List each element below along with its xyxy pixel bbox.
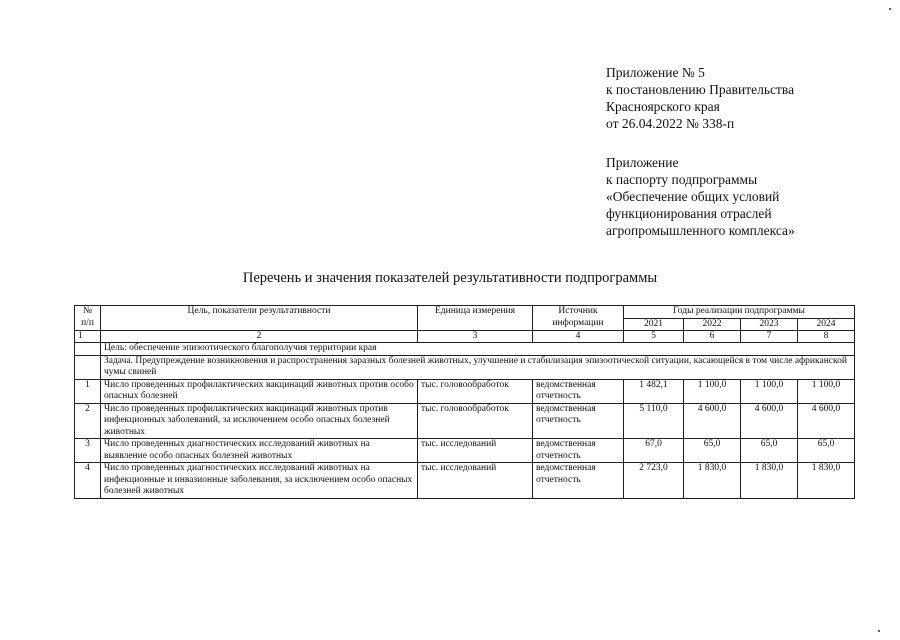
header-year: 2024 — [798, 318, 855, 331]
column-number: 8 — [798, 331, 855, 343]
goal-num-cell — [75, 343, 101, 356]
row-value-2024: 4 600,0 — [798, 403, 855, 439]
row-source: ведомственная отчетность — [533, 403, 624, 439]
table-row — [75, 439, 855, 463]
header-year: 2023 — [741, 318, 798, 331]
header-years-group: Годы реализации подпрограммы — [624, 306, 855, 319]
header-source: Источник информации — [533, 306, 624, 331]
table-row — [75, 379, 855, 403]
row-value-2022: 1 830,0 — [684, 463, 741, 499]
row-value-2021: 67,0 — [624, 439, 684, 463]
column-number: 5 — [624, 331, 684, 343]
row-indicator: Число проведенных профилактических вакцинаций животных против инфекционных заболеваний, за исключением особо опасных болезней животных — [101, 403, 418, 439]
row-value-2021: 5 110,0 — [624, 403, 684, 439]
row-num: 3 — [75, 439, 101, 463]
column-number: 7 — [741, 331, 798, 343]
row-source: ведомственная отчетность — [533, 379, 624, 403]
column-number: 4 — [533, 331, 624, 343]
header-year: 2022 — [684, 318, 741, 331]
header-year: 2021 — [624, 318, 684, 331]
appendix-line: к постановлению Правительства — [606, 82, 795, 97]
appendix-line: от 26.04.2022 № 338-п — [606, 116, 735, 131]
scan-speck — [889, 8, 891, 10]
document-title: Перечень и значения показателей результативности подпрограммы — [242, 270, 658, 286]
row-num: 2 — [75, 403, 101, 439]
row-num: 4 — [75, 463, 101, 499]
header-row — [75, 306, 855, 319]
column-number: 2 — [101, 331, 418, 343]
spacer — [606, 132, 795, 154]
passport-appendix-line: функционирования отраслей — [606, 206, 772, 221]
passport-appendix-line: к паспорту подпрограммы — [606, 172, 758, 187]
passport-appendix-line: агропромышленного комплекса» — [606, 223, 795, 238]
row-value-2021: 2 723,0 — [624, 463, 684, 499]
passport-appendix-line: «Обеспечение общих условий — [606, 189, 780, 204]
task-num-cell — [75, 355, 101, 379]
task-text: Задача. Предупреждение возникновения и распространения заразных болезней животных, улучшение и стабилизация эпизоотической ситуации, касающейся в том числе африканской чумы свиней — [101, 355, 855, 379]
header-goal: Цель, показатели результативности — [101, 306, 418, 331]
row-value-2024: 1 830,0 — [798, 463, 855, 499]
column-number: 3 — [418, 331, 533, 343]
scan-speck — [878, 630, 880, 632]
row-value-2023: 4 600,0 — [741, 403, 798, 439]
row-indicator: Число проведенных диагностических исследований животных на выявление особо опасных болезней животных — [101, 439, 418, 463]
passport-appendix-line: Приложение — [606, 155, 679, 170]
appendix-line: Приложение № 5 — [606, 65, 705, 80]
goal-text: Цель: обеспечение эпизоотического благополучия территории края — [101, 343, 855, 356]
row-unit: тыс. головообработок — [418, 379, 533, 403]
row-value-2024: 65,0 — [798, 439, 855, 463]
row-indicator: Число проведенных диагностических исследований животных на инфекционные и инвазионные заболевания, за исключением особо опасных болезней животных — [101, 463, 418, 499]
table-row — [75, 403, 855, 439]
table-row — [75, 463, 855, 499]
row-value-2023: 1 100,0 — [741, 379, 798, 403]
row-unit: тыс. головообработок — [418, 403, 533, 439]
header-unit: Единица измерения — [418, 306, 533, 331]
goal-row — [75, 343, 855, 356]
row-value-2022: 1 100,0 — [684, 379, 741, 403]
row-unit: тыс. исследований — [418, 439, 533, 463]
row-value-2022: 4 600,0 — [684, 403, 741, 439]
row-value-2023: 65,0 — [741, 439, 798, 463]
appendix-line: Красноярского края — [606, 99, 720, 114]
task-row — [75, 355, 855, 379]
row-indicator: Число проведенных профилактических вакцинаций животных против особо опасных болезней — [101, 379, 418, 403]
row-unit: тыс. исследований — [418, 463, 533, 499]
row-num: 1 — [75, 379, 101, 403]
row-value-2021: 1 482,1 — [624, 379, 684, 403]
row-value-2023: 1 830,0 — [741, 463, 798, 499]
column-numbers-row — [75, 331, 855, 343]
column-number: 1 — [75, 331, 101, 343]
row-value-2024: 1 100,0 — [798, 379, 855, 403]
column-number: 6 — [684, 331, 741, 343]
header-num: № п/п — [75, 306, 101, 331]
indicators-table — [74, 305, 855, 499]
row-source: ведомственная отчетность — [533, 439, 624, 463]
row-source: ведомственная отчетность — [533, 463, 624, 499]
row-value-2022: 65,0 — [684, 439, 741, 463]
appendix-block — [606, 64, 795, 239]
